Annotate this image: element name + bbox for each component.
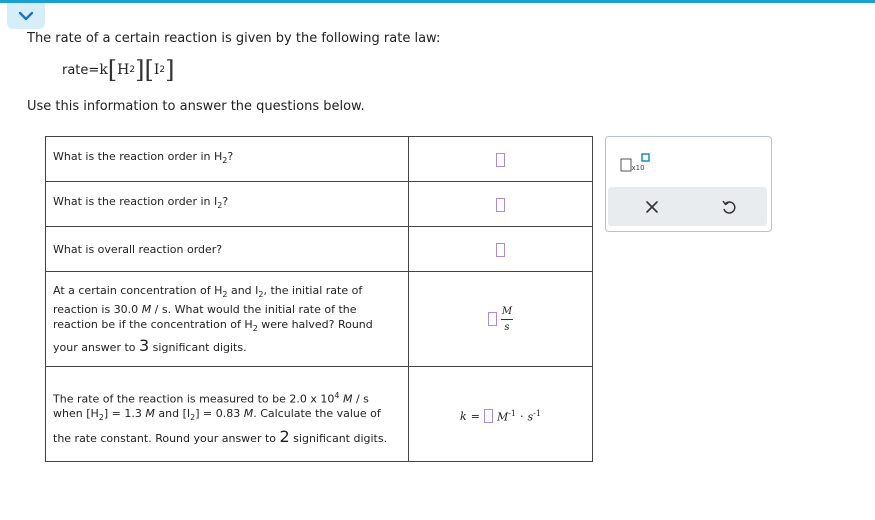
undo-button[interactable] <box>720 198 738 216</box>
clear-button[interactable] <box>643 198 661 216</box>
question-order-i2: What is the reaction order in $I_2$? <box>46 182 409 227</box>
rate-label: rate <box>62 62 89 78</box>
scientific-notation-button[interactable] <box>620 153 654 177</box>
question-overall-order: What is overall reaction order? <box>46 227 409 272</box>
x10-icon <box>620 153 654 173</box>
answer-halved-rate-input[interactable] <box>488 312 497 326</box>
rate-constant-expression: k = $M^{-1}$ · $s^{-1}$ <box>460 408 541 424</box>
table-row <box>46 227 593 272</box>
answer-tools-panel <box>605 136 772 232</box>
table-row <box>46 272 593 367</box>
close-icon <box>643 198 661 216</box>
undo-icon <box>720 198 738 216</box>
chevron-down-icon <box>18 11 34 21</box>
rate-constant-symbol: k <box>99 62 108 78</box>
rate-equals: = <box>88 62 100 78</box>
species-h2: H <box>117 62 130 78</box>
tool-actions-row <box>608 187 767 226</box>
instruction-text: Use this information to answer the questions below. <box>27 99 365 114</box>
answer-overall-order-input[interactable] <box>496 243 505 257</box>
table-row <box>46 367 593 462</box>
species-i2-subscript: 2 <box>159 65 166 75</box>
intro-text: The rate of a certain reaction is given by the following rate law: <box>27 31 441 46</box>
rate-unit: $\frac{M}{s}$ <box>501 305 513 333</box>
table-row <box>46 182 593 227</box>
question-order-h2: What is the reaction order in $H_2$? <box>46 137 409 182</box>
species-h2-subscript: 2 <box>129 65 136 75</box>
questions-table <box>45 136 593 462</box>
svg-text:x10: x10 <box>631 164 645 172</box>
rate-law: rate = k [ H 2 ] [ I 2 ] <box>62 56 175 84</box>
species-i2: I <box>153 62 160 78</box>
top-accent-bar <box>0 0 875 3</box>
answer-order-h2-input[interactable] <box>496 153 505 167</box>
question-halved-rate: At a certain concentration of $H_2$ and $I_2$, the initial rate of reaction is 30.0 M / s. What would the initial rate of the reaction be if the concentration of $H_2$ were halved? Round your answer to 3 significant digits. <box>46 272 409 367</box>
answer-rate-constant-input[interactable] <box>484 409 493 423</box>
question-rate-constant: The rate of the reaction is measured to be 2.0 x $10^4$ M / s when $[H_2] = 1.3$ M and $[I_2] = 0.83$ M. Calculate the value of the rate constant. Round your answer to 2 significant digits. <box>46 367 409 462</box>
answer-order-i2-input[interactable] <box>496 198 505 212</box>
table-row <box>46 137 593 182</box>
collapse-button[interactable] <box>7 3 45 29</box>
